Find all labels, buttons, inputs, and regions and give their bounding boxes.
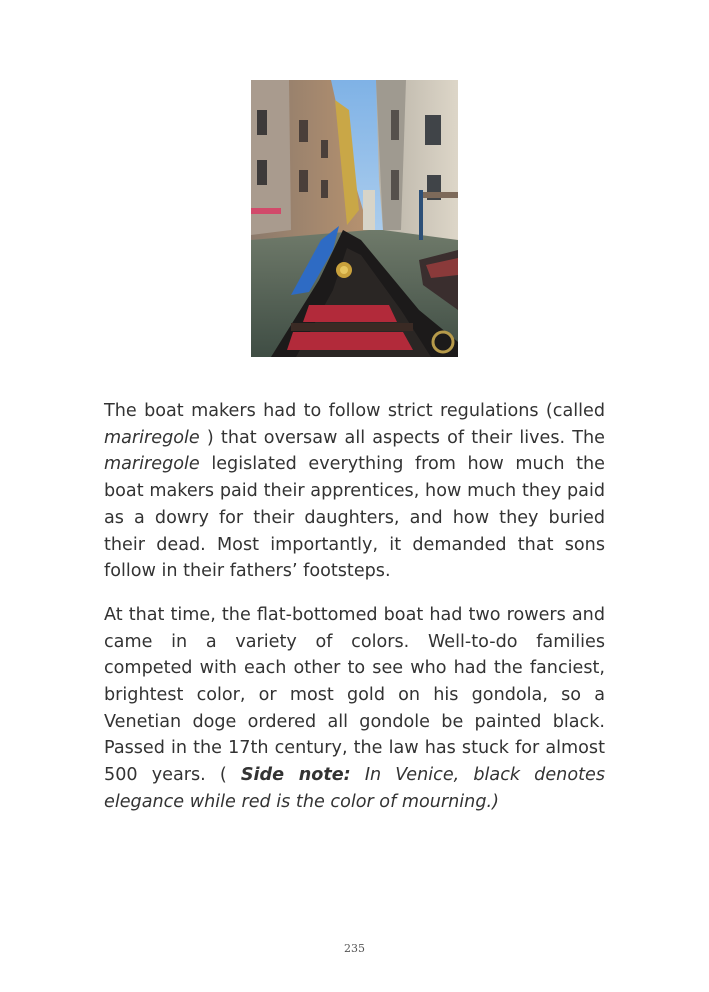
side-note-text: In Venice, black denotes elegance while red is the color of mourning.) [104, 765, 605, 812]
body-text [104, 398, 605, 833]
term-mariregole-2: mariregole [104, 454, 200, 475]
gondola-canal-photo [251, 80, 458, 357]
paragraph-2 [104, 602, 605, 816]
paragraph-1-part-2: ) that oversaw all aspects of their lives. The [199, 427, 605, 448]
side-note-label: Side note: [240, 765, 351, 786]
paragraph-1-part-1: The boat makers had to follow strict regulations (called [104, 401, 605, 421]
paragraph-2-part-1: At that time, the flat-bottomed boat had two rowers and came in a variety of colors. Well-to-do families competed with each other to see who had the fanciest, brightest color, or most gold on his gondola, so a Venetian doge ordered all gondole be painted black. Passed in the 17th century, the law has stuck for almost 500 years. ( [104, 604, 605, 786]
page-number: 235 [344, 942, 365, 955]
paragraph-1 [104, 398, 605, 585]
paragraph-1-part-3: legislated everything from how much the boat makers paid their apprentices, how much they paid as a dowry for their daughters, and how they buried their dead. Most importantly, it demanded that sons follow in their fathers’ footsteps. [104, 454, 605, 582]
term-mariregole-1: mariregole [104, 427, 200, 448]
